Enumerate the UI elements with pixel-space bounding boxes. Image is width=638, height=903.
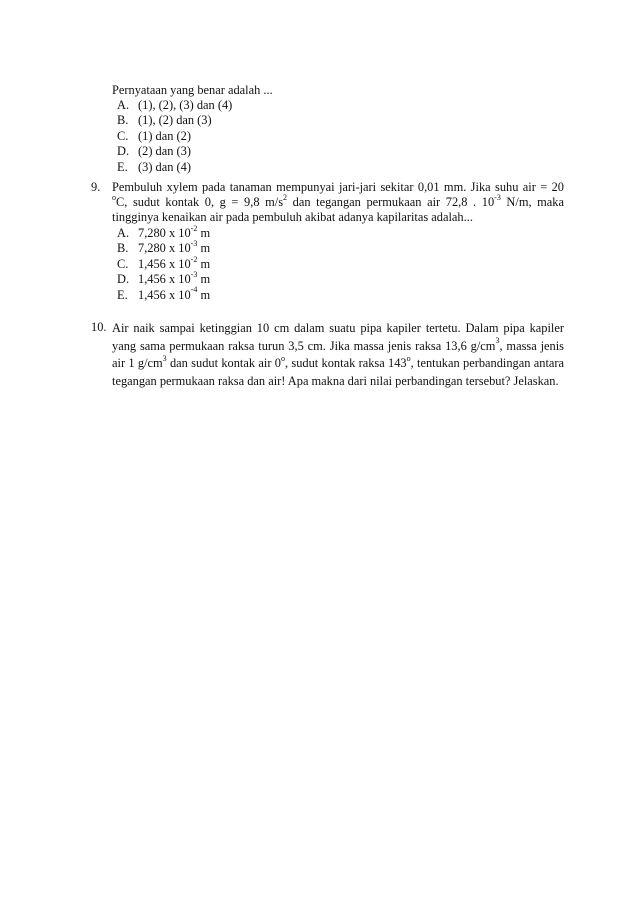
option-letter: C.: [117, 256, 129, 271]
text-run: , massa jenis air 1 g/cm: [112, 338, 564, 370]
option-letter: A.: [117, 226, 130, 240]
option-text: (2) dan (3): [138, 144, 191, 159]
option-c: [117, 129, 232, 144]
option-text: (3) dan (4): [138, 159, 191, 174]
option-letter: B.: [117, 113, 129, 128]
text-run: N/m, maka tingginya kenaikan air pada pembuluh akibat adanya kapilaritas adalah...: [112, 195, 564, 224]
text-run: C, sudut kontak 0, g = 9,8 m/s: [116, 195, 284, 209]
option-text: (1), (2) dan (3): [138, 113, 212, 128]
squared-sup: 2: [283, 192, 288, 202]
text-run: dan tegangan permukaan air 72,8 . 10: [287, 195, 495, 209]
text-run: Pembuluh xylem pada tanaman mempunyai jari-jari sekitar 0,01 mm. Jika suhu air = 20: [112, 180, 564, 194]
text-run: dan sudut kontak air 0: [166, 356, 281, 370]
text-run: , sudut kontak raksa 143: [284, 356, 407, 370]
option-letter: C.: [117, 128, 129, 143]
option-text: 1,456 x $10^{-3}$ m: [138, 270, 211, 287]
question-prompt: Pernyataan yang benar adalah ...: [112, 83, 273, 97]
cubed-sup: 3: [495, 336, 500, 346]
option-letter: D.: [117, 272, 130, 287]
degree-sup: o: [112, 192, 116, 202]
question-number: 9.: [91, 180, 101, 194]
option-e: [117, 160, 232, 175]
option-letter: A.: [117, 98, 130, 112]
option-text: (1), (2), (3) dan (4): [138, 98, 233, 112]
option-letter: D.: [117, 144, 130, 159]
option-b: [117, 113, 232, 128]
option-e: [117, 285, 211, 303]
cubed-sup: 3: [162, 353, 167, 363]
degree-sup: o: [406, 353, 411, 363]
option-letter: B.: [117, 241, 129, 256]
option-text: 7,280 x $10^{-2}$ m: [138, 223, 211, 240]
question-9-options: [117, 223, 211, 303]
option-letter: E.: [117, 159, 128, 174]
option-text: 1,456 x $10^{-2}$ m: [138, 254, 211, 271]
text-run: , tentukan perbandingan antara tegangan permukaan raksa dan air! Apa makna dari nilai perbandingan tersebut? Jelaskan.: [112, 356, 565, 388]
option-a: [117, 98, 232, 113]
previous-question-options: [117, 98, 232, 175]
question-9: [91, 180, 564, 225]
question-10: [91, 320, 564, 390]
text-run: Air naik sampai ketinggian 10 cm dalam suatu pipa kapiler tertetu. Dalam pipa kapiler yang sama permukaan raksa turun 3,5 cm. Jika massa jenis raksa 13,6 g/cm: [112, 321, 564, 353]
degree-sup: o: [280, 353, 285, 363]
option-text: 1,456 x $10^{-4}$ m: [138, 285, 211, 302]
exponent-sup: -3: [494, 192, 501, 202]
option-text: 7,280 x $10^{-3}$ m: [138, 239, 211, 256]
question-text: [112, 180, 564, 225]
option-d: [117, 144, 232, 159]
option-letter: E.: [117, 287, 128, 302]
question-number: 10.: [91, 320, 107, 334]
question-text: [112, 320, 564, 390]
option-text: (1) dan (2): [138, 128, 191, 143]
